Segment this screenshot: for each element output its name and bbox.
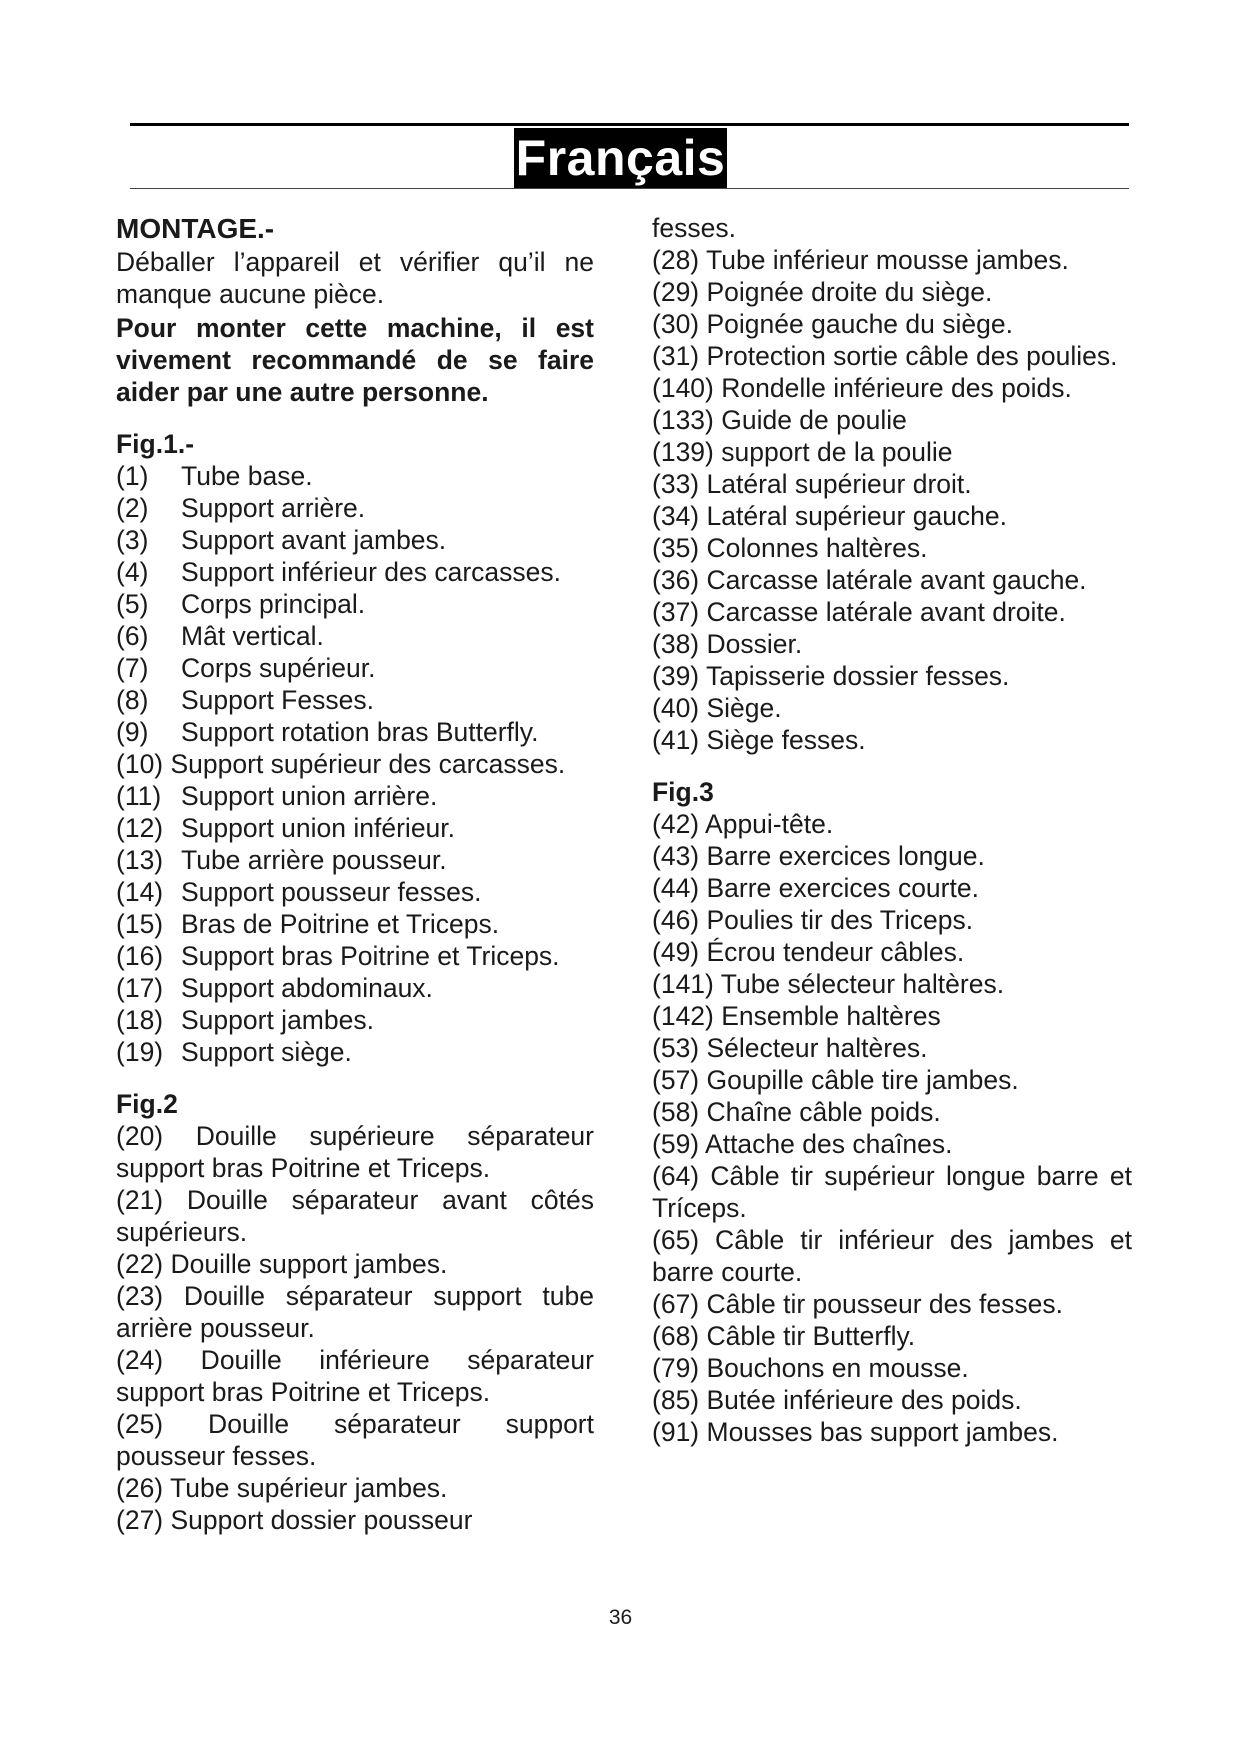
list-item: (30) Poignée gauche du siège. — [652, 309, 1013, 339]
list-item: (85) Butée inférieure des poids. — [652, 1385, 1022, 1415]
list-item: (33) Latéral supérieur droit. — [652, 469, 972, 499]
list-item: (34) Latéral supérieur gauche. — [652, 501, 1008, 531]
list-item: (18) Support jambes. — [116, 1005, 374, 1035]
list-item: (59) Attache des chaînes. — [652, 1129, 953, 1159]
fig3-heading: Fig.3 — [652, 777, 714, 807]
list-item: (142) Ensemble haltères — [652, 1001, 941, 1031]
list-item: (5) Corps principal. — [116, 589, 366, 619]
list-item: (19) Support siège. — [116, 1037, 352, 1067]
warning-paragraph: Pour monter cette machine, il est vivement recommandé de se faire aider par une autre personne. — [116, 313, 594, 407]
list-item: (12) Support union inférieur. — [116, 813, 456, 843]
list-item: (38) Dossier. — [652, 629, 803, 659]
list-item: (6) Mât vertical. — [116, 621, 324, 651]
language-title: Français — [515, 130, 726, 186]
list-item: (64) Câble tir supérieur longue barre et Tríceps. — [652, 1161, 1132, 1223]
list-item: (133) Guide de poulie — [652, 405, 907, 435]
list-item: (39) Tapisserie dossier fesses. — [652, 661, 1010, 691]
list-item: (35) Colonnes haltères. — [652, 533, 928, 563]
list-item: (27) Support dossier pousseur — [116, 1505, 473, 1535]
list-item: (1) Tube base. — [116, 461, 313, 491]
montage-heading: MONTAGE.- — [116, 213, 275, 244]
list-item: (40) Siège. — [652, 693, 782, 723]
list-item: (25) Douille séparateur support pousseur fesses. — [116, 1409, 594, 1471]
list-item: (57) Goupille câble tire jambes. — [652, 1065, 1019, 1095]
list-item: (43) Barre exercices longue. — [652, 841, 985, 871]
page-number: 36 — [608, 1606, 633, 1629]
list-item: (11) Support union arrière. — [116, 781, 438, 811]
fig1-list — [116, 460, 594, 1068]
fig1-heading: Fig.1.- — [116, 429, 195, 459]
list-item: (53) Sélecteur haltères. — [652, 1033, 928, 1063]
list-item: (58) Chaîne câble poids. — [652, 1097, 941, 1127]
list-item: (46) Poulies tir des Triceps. — [652, 905, 974, 935]
list-item: (22) Douille support jambes. — [116, 1249, 448, 1279]
list-item: (3) Support avant jambes. — [116, 525, 447, 555]
list-item: (31) Protection sortie câble des poulies. — [652, 341, 1118, 371]
list-item: (20) Douille supérieure séparateur support bras Poitrine et Triceps. — [116, 1121, 594, 1183]
list-item: (16) Support bras Poitrine et Triceps. — [116, 941, 560, 971]
list-item: (141) Tube sélecteur haltères. — [652, 969, 1005, 999]
header-bottom-rule — [130, 188, 1129, 189]
list-item: (24) Douille inférieure séparateur support bras Poitrine et Triceps. — [116, 1345, 594, 1407]
language-header — [0, 128, 1241, 188]
list-item: (7) Corps supérieur. — [116, 653, 376, 683]
list-item: (15) Bras de Poitrine et Triceps. — [116, 909, 500, 939]
list-item: (91) Mousses bas support jambes. — [652, 1417, 1059, 1447]
list-item: (23) Douille séparateur support tube arrière pousseur. — [116, 1281, 594, 1343]
list-item: (139) support de la poulie — [652, 437, 953, 467]
continuation-text: fesses. — [652, 213, 736, 243]
list-item: (140) Rondelle inférieure des poids. — [652, 373, 1072, 403]
list-item: (68) Câble tir Butterfly. — [652, 1321, 916, 1351]
list-item: (4) Support inférieur des carcasses. — [116, 557, 562, 587]
list-item: (10) Support supérieur des carcasses. — [116, 749, 566, 779]
list-item: (41) Siège fesses. — [652, 725, 866, 755]
fig2-list — [116, 1120, 594, 1536]
fig2-heading: Fig.2 — [116, 1089, 178, 1119]
right-column — [652, 212, 1132, 1448]
list-item: (9) Support rotation bras Butterfly. — [116, 717, 539, 747]
fig3-list — [652, 808, 1132, 1448]
list-item: (36) Carcasse latérale avant gauche. — [652, 565, 1087, 595]
list-item: (26) Tube supérieur jambes. — [116, 1473, 448, 1503]
list-item: (44) Barre exercices courte. — [652, 873, 979, 903]
intro-paragraph: Déballer l’appareil et vérifier qu’il ne manque aucune pièce. — [116, 247, 594, 309]
list-item: (8) Support Fesses. — [116, 685, 374, 715]
header-top-rule — [130, 123, 1129, 126]
list-item: (42) Appui-tête. — [652, 809, 834, 839]
list-item: (37) Carcasse latérale avant droite. — [652, 597, 1066, 627]
list-item: (2) Support arrière. — [116, 493, 366, 523]
list-item: (21) Douille séparateur avant côtés supérieurs. — [116, 1185, 594, 1247]
fig2-continued-list — [652, 244, 1132, 756]
list-item: (29) Poignée droite du siège. — [652, 277, 993, 307]
list-item: (13) Tube arrière pousseur. — [116, 845, 447, 875]
list-item: (28) Tube inférieur mousse jambes. — [652, 245, 1069, 275]
left-column — [116, 212, 594, 1536]
list-item: (49) Écrou tendeur câbles. — [652, 937, 965, 967]
list-item: (67) Câble tir pousseur des fesses. — [652, 1289, 1063, 1319]
list-item: (17) Support abdominaux. — [116, 973, 433, 1003]
list-item: (65) Câble tir inférieur des jambes et barre courte. — [652, 1225, 1132, 1287]
list-item: (14) Support pousseur fesses. — [116, 877, 482, 907]
list-item: (79) Bouchons en mousse. — [652, 1353, 969, 1383]
